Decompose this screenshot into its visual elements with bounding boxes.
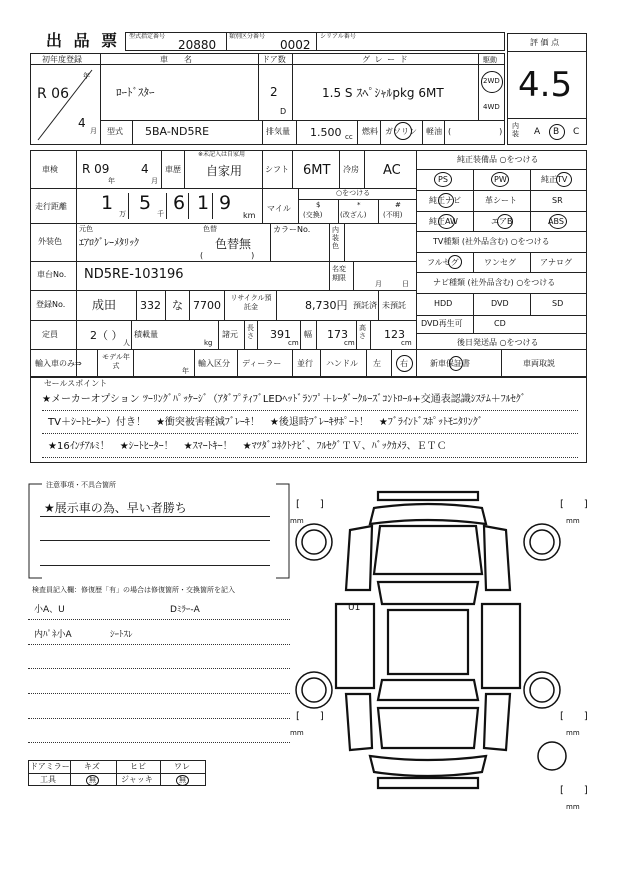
history-label: 車歴: [165, 165, 181, 174]
import-class-label: 輸入区分: [198, 359, 230, 368]
unknown: (不明): [383, 211, 403, 219]
chassis-label: 車台No.: [37, 270, 67, 279]
type-no-label: 型式指定番号: [129, 33, 166, 40]
damage-mark-u1: U1: [348, 603, 361, 613]
grade-label: グ レ ー ド: [362, 55, 409, 64]
tamper: (改ざん): [340, 211, 367, 219]
first-reg-year-unit: 年: [83, 72, 90, 80]
exterior-label: 外装色: [38, 237, 62, 246]
door-mark: D: [280, 107, 287, 116]
mileage-digit-5: 9: [219, 192, 232, 214]
drive-4wd: 4WD: [483, 103, 500, 111]
mm-spare: mm: [566, 803, 580, 811]
fuel-label: 燃料: [362, 127, 378, 136]
color-no-label: カラーNo.: [273, 225, 311, 234]
equip-sr: SR: [552, 196, 563, 205]
legend-tool-none: 無: [89, 776, 96, 784]
inspector-line-2-a: 内ﾊﾟﾈ小A: [34, 630, 72, 640]
load-label: 積載量: [134, 330, 158, 339]
mm-front-left: mm: [290, 517, 304, 525]
fuel-circle: [394, 122, 412, 140]
equip-tv: 純正TV: [541, 175, 568, 184]
legend-tool: 工具: [40, 775, 56, 784]
equip-navi: 純正ナビ: [429, 196, 461, 205]
bracket-rear-right: [ ]: [560, 711, 588, 722]
mm-front-right: mm: [566, 517, 580, 525]
inspection-era: R 09: [82, 162, 110, 176]
inspector-line-1-a: 小A、U: [34, 605, 65, 615]
bracket-spare: [ ]: [560, 785, 588, 796]
inspector-line-1-b: Dﾐﾗｰ-A: [170, 605, 200, 615]
legend-jack-none: 無: [179, 776, 186, 784]
inspection-year-unit: 年: [108, 177, 115, 185]
reg-kana: な: [172, 299, 183, 312]
tv-fullseg: フルセグ: [427, 258, 459, 267]
later-manual: 車両取説: [523, 359, 555, 368]
import-parallel: 並行: [297, 359, 313, 368]
interior-a: A: [534, 127, 541, 137]
interior-grade-label: 内装: [512, 122, 519, 138]
displacement-unit: cc: [345, 133, 353, 141]
mileage-digit-3: 6: [173, 192, 186, 214]
equip-aw: 純正AW: [429, 217, 458, 226]
chassis: ND5RE-103196: [84, 267, 184, 282]
equip-airbag: エアB: [491, 217, 513, 226]
navi-title: ナビ種類 (社外品含む) ○をつける: [433, 278, 556, 287]
equip-pw-circle: [491, 172, 509, 187]
notes-label: 注意事項・不具合箇所: [46, 481, 116, 489]
first-reg-month: 4: [78, 116, 86, 130]
handle-left: 左: [373, 359, 381, 368]
serial-label: シリアル番号: [320, 33, 356, 40]
bracket-front-right: [ ]: [560, 499, 588, 510]
reg-number: 7700: [193, 299, 221, 312]
tv-fullseg-circle: [448, 255, 462, 269]
name-change-month: 月: [375, 280, 382, 288]
score-value: 4.5: [518, 65, 573, 105]
inspector-label: 検査員記入欄：修復歴「有」の場合は修復箇所・交換箇所を記入: [32, 586, 235, 594]
length: 391: [270, 328, 291, 341]
mileage-label: 走行距離: [35, 202, 67, 211]
name-change-day: 日: [402, 280, 409, 288]
navi-dvd: DVD: [491, 299, 509, 308]
equip-abs: ABS: [548, 217, 564, 226]
exchange: (交換): [303, 211, 323, 219]
tamper-symbol: *: [357, 201, 361, 209]
length-unit: cm: [288, 339, 299, 347]
width: 173: [327, 328, 348, 341]
grade: 1.5 S ｽﾍﾟｼｬﾙpkg 6MT: [322, 86, 444, 100]
original-color-label: 元色: [79, 225, 93, 233]
navi-sd: SD: [552, 299, 564, 308]
name-change-label: 名変期限: [332, 265, 346, 282]
sales-line-3: ★16ｲﾝﾁｱﾙﾐ！ ★ｼｰﾄﾋｰﾀｰ！ ★ｽﾏｰﾄｷｰ！ ★ﾏﾂﾀﾞｺﾈｸﾄﾅﾋﾞ、ﾌﾙｾｸﾞＴＶ、ﾊﾞｯｸｶﾒﾗ、ＥＴＣ: [48, 441, 447, 452]
height: 123: [384, 328, 405, 341]
reg-class: 332: [140, 299, 161, 312]
equip-ps-circle: [434, 172, 452, 187]
unit-sen: 千: [157, 210, 164, 218]
recycle-label: リサイクル預託金: [230, 294, 272, 311]
later-title: 後日発送品 ○をつける: [457, 338, 539, 347]
mile-label: マイル: [267, 204, 291, 213]
load-unit: kg: [204, 339, 213, 347]
light-oil-bracket: ( ): [448, 127, 503, 136]
color-change-label: 色替: [203, 225, 217, 233]
displacement: 1.500: [310, 126, 342, 139]
tv-oneseg: ワンセグ: [484, 258, 516, 267]
capacity-label: 定員: [42, 330, 58, 339]
length-label: 長さ: [247, 324, 254, 340]
class-no: 0002: [280, 38, 311, 52]
first-reg-month-unit: 月: [90, 127, 97, 135]
mileage-digit-2: 5: [139, 192, 152, 214]
color-paren: ( ): [200, 251, 255, 260]
legend-tool-none-circle: [86, 775, 99, 786]
inspection-label: 車検: [42, 165, 58, 174]
first-reg-era: R 06: [37, 86, 69, 102]
history-note: ※未記入は自家用: [198, 151, 246, 158]
color-change: 色替無: [215, 237, 252, 251]
exchange-symbol: $: [316, 201, 321, 209]
car-damage-diagram: [290, 478, 590, 808]
equip-abs-circle: [549, 214, 567, 229]
page-title: 出 品 票: [46, 31, 121, 50]
equip-tv-circle: [556, 172, 572, 187]
equip-leather: 革シート: [485, 196, 517, 205]
dvd-playback-label: DVD再生可: [421, 319, 463, 328]
equip-ps: PS: [438, 175, 448, 184]
registration-label: 登録No.: [36, 300, 66, 309]
mm-rear-left: mm: [290, 729, 304, 737]
dims-label: 諸元: [222, 330, 238, 339]
shift: 6MT: [303, 163, 331, 178]
tv-title: TV種類 (社外品含む) ○をつける: [433, 237, 550, 246]
legend-crack: ヒビ: [130, 762, 146, 771]
later-warranty-circle: [449, 356, 463, 371]
displacement-label: 排気量: [266, 127, 290, 136]
interior-c: C: [573, 127, 580, 137]
drive-2wd: 2WD: [483, 77, 500, 85]
ac-label: 冷房: [343, 165, 359, 174]
import-label: 輸入車のみ⇒: [35, 359, 82, 368]
unit-km: km: [243, 211, 256, 220]
equip-aw-circle: [438, 214, 455, 229]
unit-man: 万: [119, 210, 126, 218]
navi-hdd: HDD: [434, 299, 453, 308]
ac: AC: [383, 163, 401, 178]
shift-label: シフト: [265, 165, 289, 174]
mileage-digit-4: 1: [197, 192, 210, 214]
handle-label: ハンドル: [326, 359, 358, 368]
legend-scratch: キズ: [84, 762, 100, 771]
legend-jack-none-circle: [176, 775, 189, 786]
sales-line-1: ★メーカーオプション ﾂｰﾘﾝｸﾞﾊﾟｯｹｰｼﾞ（ｱﾀﾞﾌﾟﾃｨﾌﾞLEDﾍｯﾄﾞﾗﾝﾌﾟ＋ﾚｰﾀﾞｰｸﾙｰｽﾞｺﾝﾄﾛｰﾙ+交通表認識ｼｽﾃﾑ＋ﾌﾙｾｸﾞ: [42, 394, 526, 405]
class-label: 類別区分番号: [229, 33, 266, 40]
equip-airbag-circle: [497, 214, 513, 229]
exterior-color: ｴｱﾛｸﾞﾚｰﾒﾀﾘｯｸ: [79, 238, 139, 249]
equipment-title: 純正装備品 ○をつける: [457, 155, 539, 164]
interior-b: B: [553, 127, 560, 137]
height-label: 高さ: [359, 324, 366, 340]
score-label: 評 価 点: [530, 38, 560, 47]
later-warranty: 新車保証書: [430, 359, 470, 368]
notes-text: ★展示車の為、早い者勝ち: [44, 501, 187, 515]
model: 5BA-ND5RE: [145, 125, 210, 138]
width-label: 幅: [304, 330, 312, 339]
capacity: 2（ ）: [90, 329, 123, 342]
doors: 2: [270, 85, 278, 99]
equip-navi-circle: [438, 193, 454, 208]
inspector-line-2-b: ｼｰﾄｽﾚ: [110, 630, 133, 640]
model-year-label: モデル年式: [102, 353, 130, 370]
type-no: 20880: [178, 38, 217, 52]
width-unit: cm: [344, 339, 355, 347]
interior-color-label: 内装色: [332, 226, 339, 250]
light-oil-label: 軽油: [426, 127, 442, 136]
model-year-unit: 年: [182, 367, 189, 375]
sales-line-2: TV＋ｼｰﾄﾋｰﾀｰ）付き！ ★衝突被害軽減ﾌﾞﾚｰｷ！ ★後退時ﾌﾞﾚｰｷｻﾎﾟｰﾄ！ ★ﾌﾞﾗｲﾝﾄﾞｽﾎﾟｯﾄﾓﾆﾀﾘﾝｸﾞ: [48, 417, 483, 428]
interior-b-circle: [549, 124, 565, 140]
circle-note: ○をつける: [336, 189, 371, 197]
inspection-month-unit: 月: [151, 177, 158, 185]
equip-pw: PW: [494, 175, 507, 184]
mileage-digit-1: 1: [101, 192, 114, 214]
legend-jack: ジャッキ: [121, 775, 153, 784]
mm-rear-right: mm: [566, 729, 580, 737]
fuel: ガソリン: [385, 127, 417, 136]
recycle-unpaid: 未預託: [382, 301, 406, 310]
inspection-month: 4: [141, 162, 149, 176]
doors-label: ドア数: [262, 55, 286, 64]
reg-place: 成田: [92, 298, 117, 312]
car-name: ﾛｰﾄﾞｽﾀｰ: [116, 86, 155, 99]
height-unit: cm: [401, 339, 412, 347]
tv-analog: アナログ: [540, 258, 572, 267]
recycle-status: 預託済: [353, 301, 377, 310]
first-reg-label: 初年度登録: [42, 55, 82, 64]
navi-cd: CD: [494, 319, 506, 328]
recycle: 8,730円: [305, 299, 348, 312]
history: 自家用: [206, 164, 243, 178]
legend-door-mirror: ドアミラー: [30, 762, 70, 771]
handle-right: 右: [400, 359, 408, 368]
car-name-label: 車 名: [160, 55, 192, 64]
capacity-unit: 人: [123, 339, 130, 347]
import-dealer: ディーラー: [242, 359, 282, 368]
handle-right-circle: [396, 355, 413, 372]
unknown-symbol: #: [395, 201, 401, 209]
bracket-front-left: [ ]: [296, 499, 324, 510]
drive-label: 駆動: [483, 56, 497, 64]
bracket-rear-left: [ ]: [296, 711, 324, 722]
legend-break: ワレ: [174, 762, 190, 771]
sales-label: セールスポイント: [44, 379, 108, 388]
model-label: 型式: [107, 127, 123, 136]
